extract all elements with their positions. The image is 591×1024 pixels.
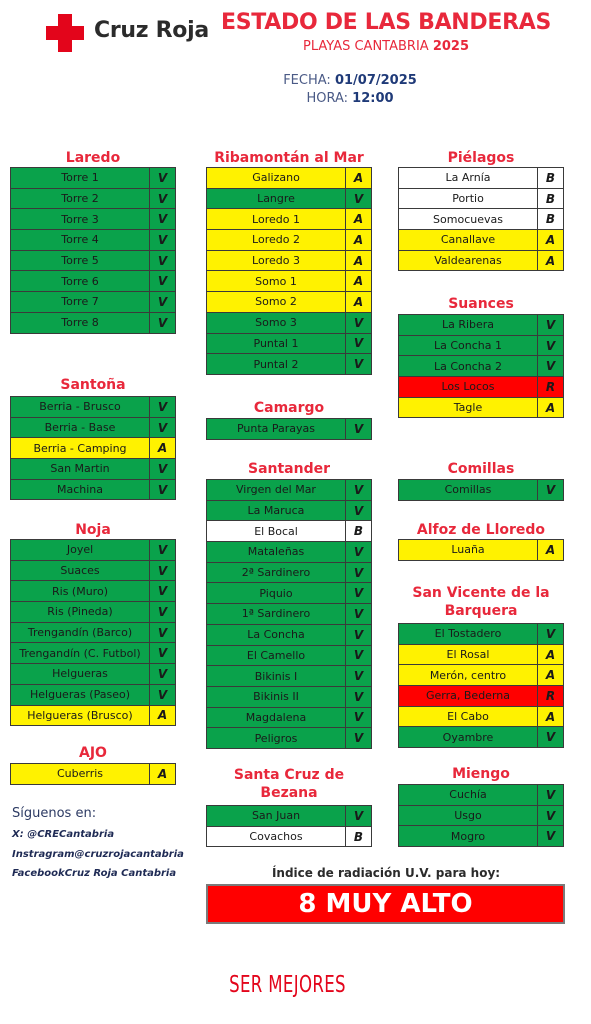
beach-name: Somo 3 <box>207 312 346 333</box>
beach-row <box>11 560 176 581</box>
flag-status: B <box>538 188 564 209</box>
flag-status: V <box>346 500 372 521</box>
section-title-ribamontan: Ribamontán al Mar <box>214 150 364 166</box>
flag-status: V <box>346 707 372 728</box>
flag-status: V <box>538 785 564 806</box>
time-line: HORA: 12:00 <box>306 91 394 106</box>
flag-status: A <box>346 209 372 230</box>
beach-row <box>399 230 564 251</box>
beach-row <box>399 665 564 686</box>
beach-name: El Camello <box>207 645 346 666</box>
flag-status: A <box>150 705 176 726</box>
flag-status: V <box>150 188 176 209</box>
section-title-noja: Noja <box>75 522 111 538</box>
flag-status: V <box>150 684 176 705</box>
section-title-santander: Santander <box>247 461 331 477</box>
date-line: FECHA: 01/07/2025 <box>283 73 417 88</box>
beach-name: Ris (Muro) <box>11 581 150 602</box>
beach-row <box>207 500 372 521</box>
beach-row <box>399 377 564 398</box>
flag-status: A <box>346 292 372 313</box>
flag-status: V <box>538 727 564 748</box>
flag-status: R <box>538 377 564 398</box>
beach-row <box>11 438 176 459</box>
beach-row <box>11 188 176 209</box>
beach-name: La Concha 1 <box>399 335 538 356</box>
beach-row <box>207 707 372 728</box>
flag-status: V <box>538 315 564 336</box>
flag-status: A <box>346 271 372 292</box>
beach-name: Joyel <box>11 540 150 561</box>
flag-status: V <box>150 250 176 271</box>
beach-row <box>399 250 564 271</box>
flag-status: B <box>346 826 372 847</box>
beach-row <box>11 581 176 602</box>
beach-row <box>207 333 372 354</box>
flag-status: V <box>346 480 372 501</box>
flag-status: A <box>538 706 564 727</box>
beach-name: Los Locos <box>399 377 538 398</box>
table-miengo <box>398 784 564 847</box>
beach-name: Comillas <box>399 480 538 501</box>
beach-row <box>11 417 176 438</box>
table-ajo <box>10 763 176 785</box>
beach-row <box>399 826 564 847</box>
flag-status: V <box>346 645 372 666</box>
flag-status: V <box>538 826 564 847</box>
flag-status: V <box>150 643 176 664</box>
beach-row <box>207 686 372 707</box>
beach-row <box>207 250 372 271</box>
section-title-pielagos: Piélagos <box>447 150 515 166</box>
beach-name: Tagle <box>399 397 538 418</box>
flag-status: V <box>346 686 372 707</box>
beach-row <box>11 664 176 685</box>
beach-row <box>207 624 372 645</box>
beach-name: Ris (Pineda) <box>11 602 150 623</box>
flag-status: V <box>538 805 564 826</box>
table-ribamontan <box>206 167 372 375</box>
beach-name: Torre 2 <box>11 188 150 209</box>
flag-status: A <box>346 168 372 189</box>
beach-name: Mataleñas <box>207 542 346 563</box>
beach-row <box>399 624 564 645</box>
section-title-santona: Santoña <box>60 377 126 393</box>
section-title-camargo: Camargo <box>253 400 325 416</box>
flag-status: A <box>150 764 176 785</box>
beach-row <box>11 271 176 292</box>
flag-status: V <box>346 419 372 440</box>
beach-row <box>11 705 176 726</box>
flag-status: V <box>346 728 372 749</box>
flag-status: A <box>538 250 564 271</box>
beach-name: 2ª Sardinero <box>207 562 346 583</box>
beach-name: La Arnía <box>399 168 538 189</box>
beach-row <box>207 826 372 847</box>
flag-status: A <box>538 230 564 251</box>
beach-row <box>207 480 372 501</box>
flag-status: V <box>150 271 176 292</box>
flag-status: V <box>150 560 176 581</box>
table-santona <box>10 396 176 500</box>
beach-row <box>207 604 372 625</box>
beach-name: Gerra, Bederna <box>399 686 538 707</box>
beach-row <box>207 419 372 440</box>
beach-row <box>399 335 564 356</box>
flag-status: V <box>150 479 176 500</box>
beach-name: Bikinis I <box>207 666 346 687</box>
beach-row <box>11 168 176 189</box>
flag-status: V <box>150 540 176 561</box>
beach-name: Torre 4 <box>11 230 150 251</box>
flag-status: V <box>346 666 372 687</box>
flag-status: V <box>538 335 564 356</box>
beach-name: Torre 7 <box>11 292 150 313</box>
beach-row <box>399 785 564 806</box>
beach-name: Portio <box>399 188 538 209</box>
beach-name: Covachos <box>207 826 346 847</box>
section-title-suances: Suances <box>448 296 514 312</box>
table-suances <box>398 314 564 418</box>
beach-row <box>399 188 564 209</box>
beach-row <box>399 706 564 727</box>
beach-row <box>207 168 372 189</box>
beach-name: Helgueras (Brusco) <box>11 705 150 726</box>
flag-status: V <box>150 397 176 418</box>
section-title-ajo: AJO <box>79 745 107 761</box>
flag-status: V <box>538 624 564 645</box>
beach-name: Valdearenas <box>399 250 538 271</box>
flag-status: V <box>150 312 176 333</box>
beach-name: Virgen del Mar <box>207 480 346 501</box>
beach-name: Berria - Brusco <box>11 397 150 418</box>
beach-name: Torre 5 <box>11 250 150 271</box>
beach-name: Helgueras (Paseo) <box>11 684 150 705</box>
page-subtitle: PLAYAS CANTABRIA 2025 <box>303 39 469 54</box>
beach-row <box>399 480 564 501</box>
beach-name: Galizano <box>207 168 346 189</box>
beach-name: Piquio <box>207 583 346 604</box>
beach-row <box>399 727 564 748</box>
beach-row <box>399 397 564 418</box>
beach-row <box>399 209 564 230</box>
beach-name: Trengandín (Barco) <box>11 622 150 643</box>
social-facebook: FacebookCruz Roja Cantabria <box>12 868 177 879</box>
flag-status: B <box>538 168 564 189</box>
table-noja <box>10 539 176 726</box>
flag-status: V <box>346 188 372 209</box>
table-santa-cruz <box>206 805 372 847</box>
uv-label: Índice de radiación U.V. para hoy: <box>271 866 501 880</box>
flag-status: A <box>538 540 564 561</box>
beach-name: El Rosal <box>399 644 538 665</box>
beach-name: Mogro <box>399 826 538 847</box>
beach-row <box>207 188 372 209</box>
flag-status: V <box>150 664 176 685</box>
flag-status: A <box>538 644 564 665</box>
table-comillas <box>398 479 564 501</box>
motto: SER MEJORES <box>229 972 346 998</box>
beach-name: Berria - Camping <box>11 438 150 459</box>
beach-row <box>11 230 176 251</box>
beach-name: Puntal 1 <box>207 333 346 354</box>
flag-status: V <box>346 583 372 604</box>
beach-name: 1ª Sardinero <box>207 604 346 625</box>
beach-row <box>399 540 564 561</box>
beach-name: Torre 6 <box>11 271 150 292</box>
beach-name: Helgueras <box>11 664 150 685</box>
beach-row <box>399 315 564 336</box>
flag-status: V <box>346 806 372 827</box>
beach-name: La Concha 2 <box>399 356 538 377</box>
beach-name: Oyambre <box>399 727 538 748</box>
beach-row <box>207 728 372 749</box>
flag-status: V <box>346 542 372 563</box>
beach-row <box>399 686 564 707</box>
flag-status: R <box>538 686 564 707</box>
beach-name: Loredo 1 <box>207 209 346 230</box>
beach-row <box>207 521 372 542</box>
beach-row <box>11 397 176 418</box>
beach-row <box>11 540 176 561</box>
beach-row <box>207 645 372 666</box>
flag-status: V <box>150 168 176 189</box>
section-title-alfoz: Alfoz de Lloredo <box>416 522 546 538</box>
beach-name: Merón, centro <box>399 665 538 686</box>
cruz-roja-logo-icon <box>46 14 84 52</box>
beach-row <box>399 356 564 377</box>
flag-status: V <box>150 581 176 602</box>
beach-name: La Ribera <box>399 315 538 336</box>
flag-status: V <box>150 459 176 480</box>
flag-status: V <box>150 602 176 623</box>
table-laredo <box>10 167 176 334</box>
table-santander <box>206 479 372 749</box>
beach-name: Somo 1 <box>207 271 346 292</box>
beach-row <box>11 209 176 230</box>
beach-row <box>11 643 176 664</box>
beach-name: Magdalena <box>207 707 346 728</box>
follow-heading: Síguenos en: <box>12 806 97 821</box>
beach-row <box>399 805 564 826</box>
section-title-santa-cruz: Santa Cruz de Bezana <box>233 767 345 801</box>
beach-name: La Maruca <box>207 500 346 521</box>
uv-index-value: 8 MUY ALTO <box>206 884 565 924</box>
flag-status: V <box>346 354 372 375</box>
beach-name: El Cabo <box>399 706 538 727</box>
flag-status: V <box>346 604 372 625</box>
brand-name: Cruz Roja <box>94 18 209 43</box>
beach-name: El Tostadero <box>399 624 538 645</box>
flag-status: V <box>346 333 372 354</box>
section-title-miengo: Miengo <box>452 766 510 782</box>
flag-status: V <box>150 292 176 313</box>
beach-name: La Concha <box>207 624 346 645</box>
flag-status: A <box>346 230 372 251</box>
flag-status: V <box>346 312 372 333</box>
beach-name: Luaña <box>399 540 538 561</box>
beach-row <box>11 479 176 500</box>
flag-status: V <box>150 417 176 438</box>
flag-status: V <box>150 209 176 230</box>
beach-row <box>207 209 372 230</box>
beach-row <box>207 230 372 251</box>
beach-row <box>207 292 372 313</box>
social-instagram: Instragram@cruzrojacantabria <box>12 849 184 860</box>
flag-status: V <box>150 622 176 643</box>
beach-row <box>11 622 176 643</box>
flag-status: V <box>538 480 564 501</box>
beach-name: Usgo <box>399 805 538 826</box>
beach-row <box>207 562 372 583</box>
beach-name: El Bocal <box>207 521 346 542</box>
beach-row <box>207 666 372 687</box>
beach-name: Cuchía <box>399 785 538 806</box>
beach-row <box>11 292 176 313</box>
beach-row <box>11 459 176 480</box>
beach-name: San Juan <box>207 806 346 827</box>
beach-row <box>11 602 176 623</box>
flag-status: V <box>538 356 564 377</box>
beach-name: Loredo 2 <box>207 230 346 251</box>
flag-status: B <box>346 521 372 542</box>
beach-name: Peligros <box>207 728 346 749</box>
beach-row <box>11 250 176 271</box>
beach-name: Torre 3 <box>11 209 150 230</box>
flag-status: A <box>538 397 564 418</box>
beach-name: Langre <box>207 188 346 209</box>
section-title-san-vicente: San Vicente de la Barquera <box>412 585 550 619</box>
table-camargo <box>206 418 372 440</box>
beach-name: Bikinis II <box>207 686 346 707</box>
beach-name: Machina <box>11 479 150 500</box>
beach-row <box>11 764 176 785</box>
section-title-laredo: Laredo <box>65 150 121 166</box>
beach-name: Berria - Base <box>11 417 150 438</box>
table-alfoz <box>398 539 564 561</box>
beach-name: San Martin <box>11 459 150 480</box>
beach-row <box>399 168 564 189</box>
flag-status: A <box>538 665 564 686</box>
beach-name: Cuberris <box>11 764 150 785</box>
beach-name: Punta Parayas <box>207 419 346 440</box>
beach-row <box>207 354 372 375</box>
beach-name: Canallave <box>399 230 538 251</box>
flag-status: V <box>346 624 372 645</box>
beach-row <box>11 684 176 705</box>
flag-status: B <box>538 209 564 230</box>
beach-row <box>207 806 372 827</box>
flag-status: A <box>150 438 176 459</box>
beach-name: Loredo 3 <box>207 250 346 271</box>
beach-row <box>207 583 372 604</box>
section-title-comillas: Comillas <box>447 461 515 477</box>
beach-row <box>207 271 372 292</box>
page-title: ESTADO DE LAS BANDERAS <box>220 10 552 35</box>
beach-row <box>11 312 176 333</box>
table-pielagos <box>398 167 564 271</box>
beach-name: Puntal 2 <box>207 354 346 375</box>
beach-row <box>207 542 372 563</box>
beach-name: Trengandín (C. Futbol) <box>11 643 150 664</box>
social-x: X: @CRECantabria <box>12 829 115 840</box>
flag-status: A <box>346 250 372 271</box>
beach-row <box>207 312 372 333</box>
beach-name: Torre 1 <box>11 168 150 189</box>
beach-name: Torre 8 <box>11 312 150 333</box>
beach-row <box>399 644 564 665</box>
beach-name: Somocuevas <box>399 209 538 230</box>
beach-name: Suaces <box>11 560 150 581</box>
flag-status: V <box>346 562 372 583</box>
beach-name: Somo 2 <box>207 292 346 313</box>
flag-status: V <box>150 230 176 251</box>
table-san-vicente <box>398 623 564 748</box>
